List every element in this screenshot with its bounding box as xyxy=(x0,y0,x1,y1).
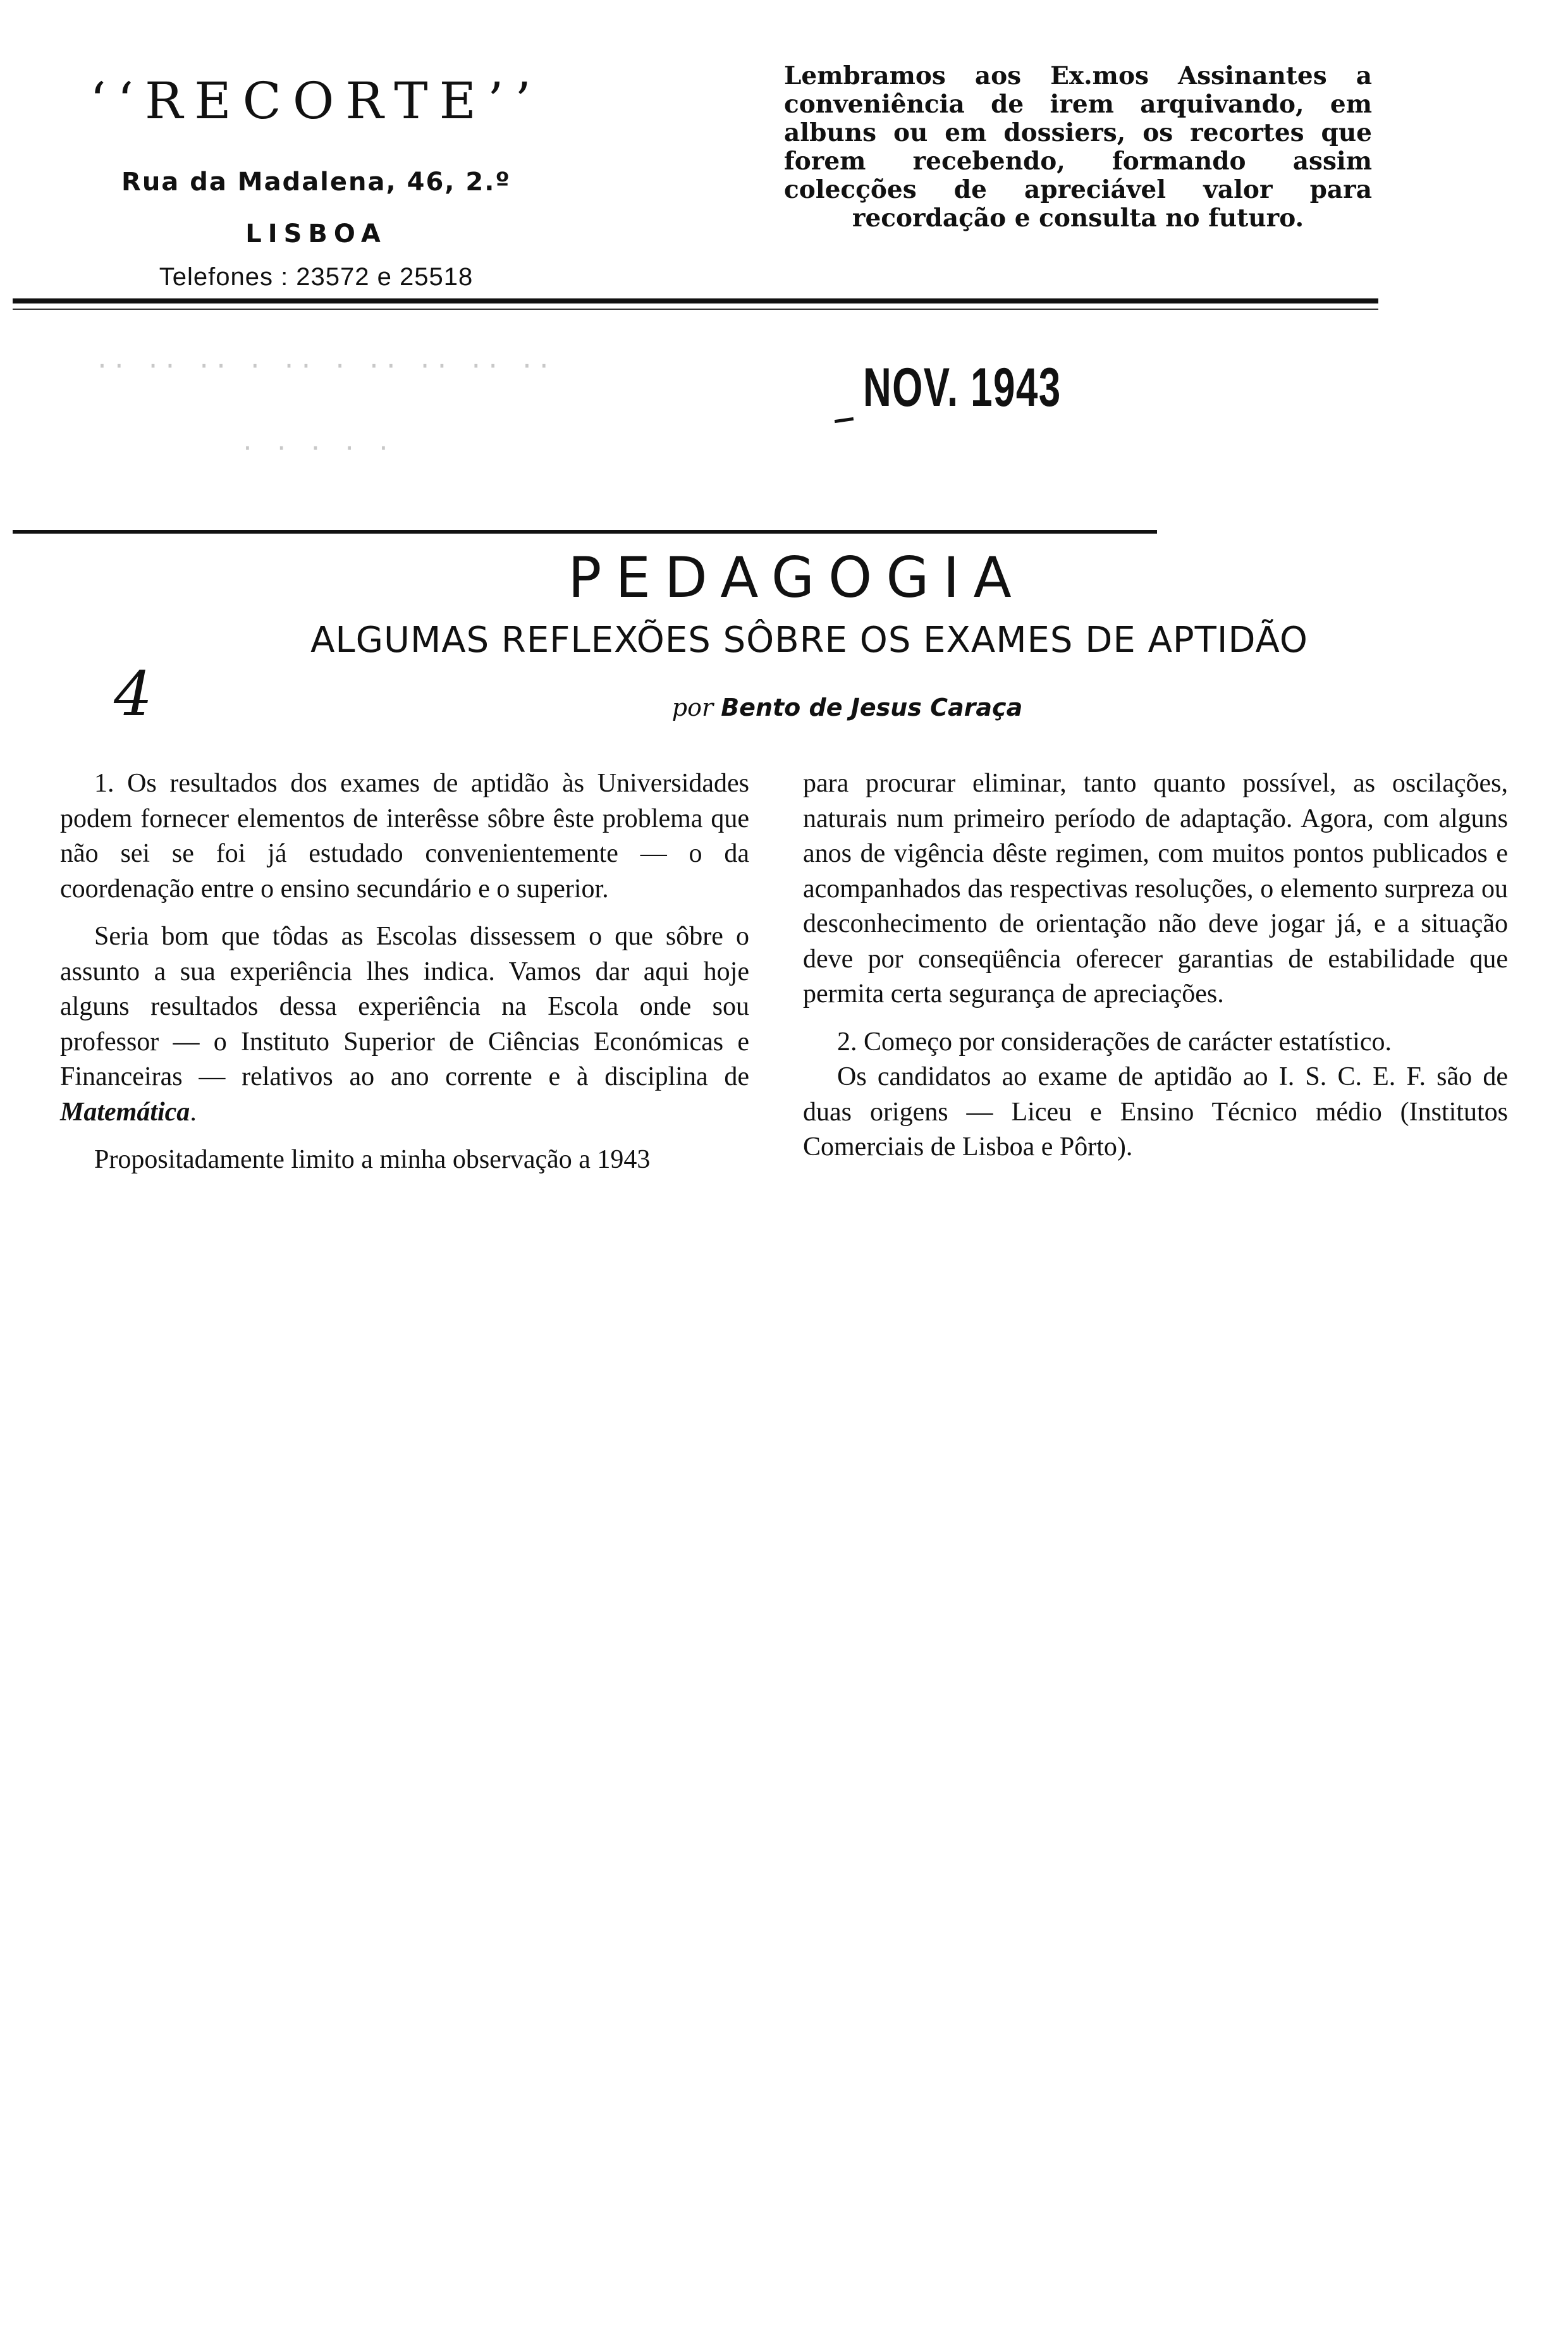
paragraph-text: Seria bom que tôdas as Escolas dissessem o que sôbre o assunto a sua experiência lhes indica. Vamos dar aqui hoje alguns resultados dessa experiência na Escola onde sou professor — o Instituto Superior de Ciências Económicas e Financeiras — relativos ao ano corrente e à disciplina de xyxy=(60,922,749,1091)
article-column-left xyxy=(60,766,749,1178)
publisher-city: LISBOA xyxy=(245,219,387,248)
subscriber-notice: Lembramos aos Ex.mos Assinantes a conveniência de irem arquivando, em albuns ou em dossiers, os recortes que forem recebendo, formando assim colecções de apreciável valor para recordação e consulta no futuro. xyxy=(784,61,1372,233)
byline xyxy=(0,696,1568,720)
article-title: ALGUMAS REFLEXÕES SÔBRE OS EXAMES DE APTIDÃO xyxy=(310,620,1308,661)
paragraph: Propositadamente limito a minha observação a 1943 xyxy=(94,1145,651,1174)
author-name: Bento de Jesus Caraça xyxy=(721,694,1023,721)
handwritten-mark: 4 xyxy=(114,659,153,730)
paragraph xyxy=(60,919,749,1130)
paragraph: 1. Os resultados dos exames de aptidão às Universidades podem fornecer elementos de interêsse sôbre êste problema que não sei se foi já estudado convenientemente — o da coordenação entre o ensino secundário e o superior. xyxy=(60,769,749,904)
faint-source-stamp: ·· ·· ·· · ·· · ·· ·· ·· ·· xyxy=(95,352,554,380)
article-column-right xyxy=(803,766,1508,1165)
paragraph: para procurar eliminar, tanto quanto possível, as oscilações, naturais num primeiro período de adaptação. Agora, com alguns anos de vigência dêste regimen, com muitos pontos publicados e acompanhados das respectivas resoluções, o elemento surpreza ou desconhecimento de orientação não deve jogar já, e a situação deve por conseqüência oferecer garantias de estabilidade que permita certa segurança de apreciações. xyxy=(803,769,1508,1008)
section-title: PEDAGOGIA xyxy=(568,545,1026,610)
publisher-name: ‘‘RECORTE’’ xyxy=(90,71,542,130)
emphasis-text: Matemática xyxy=(60,1097,190,1127)
header-divider xyxy=(13,298,1378,303)
date-stamp: NOV. 1943 xyxy=(863,357,1062,418)
article-divider xyxy=(13,530,1157,534)
paragraph: Os candidatos ao exame de aptidão ao I. S. C. E. F. são de duas origens — Liceu e Ensino Técnico médio (Institutos Comerciais de Lisboa e Pôrto). xyxy=(803,1062,1508,1161)
byline-prefix: por xyxy=(671,694,714,721)
paragraph-end: . xyxy=(190,1097,197,1127)
header-divider-thin xyxy=(13,309,1378,310)
stamp-mark xyxy=(835,417,854,423)
publisher-phones: Telefones : 23572 e 25518 xyxy=(159,263,474,291)
faint-location-stamp: · · · · · xyxy=(240,434,393,462)
paragraph: 2. Começo por considerações de carácter estatístico. xyxy=(837,1027,1392,1057)
publisher-address: Rua da Madalena, 46, 2.º xyxy=(121,168,511,197)
